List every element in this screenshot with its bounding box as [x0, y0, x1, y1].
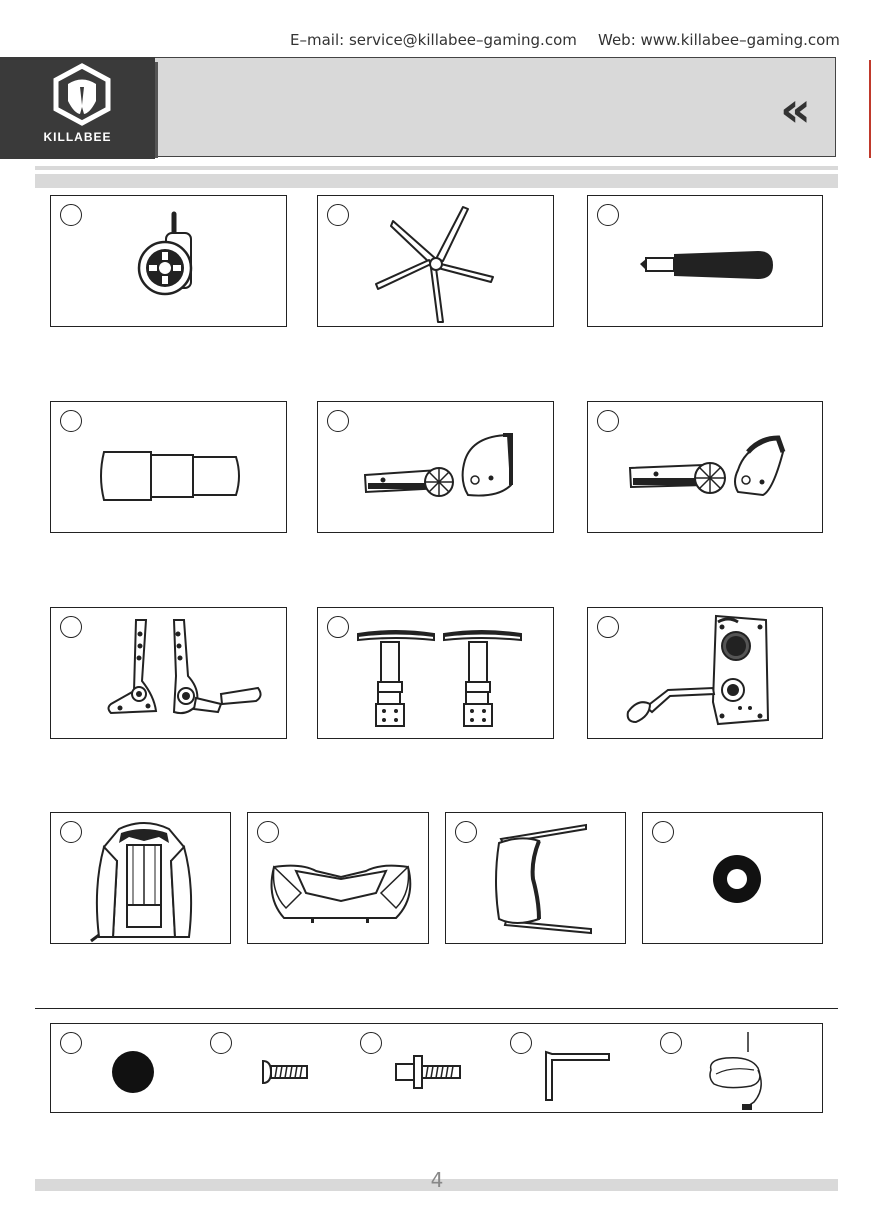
star-base-icon	[373, 204, 503, 324]
section-divider	[35, 1008, 838, 1009]
seat-cushion-icon	[266, 853, 416, 928]
part-frame	[587, 195, 823, 327]
divider-strip-thin	[35, 166, 838, 170]
part-frame	[587, 401, 823, 533]
allen-key-icon	[543, 1048, 613, 1104]
shoulder-bolt-icon	[394, 1054, 464, 1090]
part-number-circle	[257, 821, 279, 843]
part-frame	[317, 401, 554, 533]
gas-lift-icon	[638, 246, 778, 286]
part-number-circle	[597, 410, 619, 432]
part-frame	[50, 195, 287, 327]
part-number-circle	[660, 1032, 682, 1054]
backrest-icon	[89, 817, 199, 943]
part-number-circle	[60, 204, 82, 226]
lumbar-pillow-icon	[491, 821, 601, 939]
part-frame	[50, 401, 287, 533]
page-number: 4	[430, 1168, 444, 1192]
caster-wheel-icon	[136, 211, 206, 301]
part-number-circle	[60, 616, 82, 638]
part-number-circle	[327, 410, 349, 432]
part-number-circle	[597, 204, 619, 226]
header-bar	[150, 57, 836, 157]
part-frame	[50, 812, 231, 944]
part-frame	[642, 812, 823, 944]
part-number-circle	[360, 1032, 382, 1054]
part-number-circle	[455, 821, 477, 843]
part-frame	[445, 812, 626, 944]
part-number-circle	[327, 204, 349, 226]
gloves-icon	[706, 1030, 771, 1112]
chevron-left-icon: «	[780, 82, 812, 138]
part-frame	[247, 812, 429, 944]
hardware-frame	[50, 1023, 823, 1113]
part-frame	[587, 607, 823, 739]
left-backrest-bracket-icon	[363, 430, 523, 505]
side-brackets-icon	[106, 616, 266, 726]
edge-accent	[869, 60, 871, 158]
email-text: E–mail: service@killabee–gaming.com	[290, 31, 577, 49]
divider-strip	[35, 174, 838, 188]
seat-mechanism-icon	[618, 612, 818, 732]
armrests-icon	[356, 626, 526, 736]
part-number-circle	[510, 1032, 532, 1054]
part-number-circle	[60, 410, 82, 432]
cap-icon	[111, 1050, 155, 1094]
washer-icon	[711, 853, 763, 905]
part-number-circle	[327, 616, 349, 638]
website-text: Web: www.killabee–gaming.com	[598, 31, 840, 49]
brand-name: KILLABEE	[43, 130, 112, 144]
part-number-circle	[60, 1032, 82, 1054]
gas-lift-cover-icon	[96, 447, 246, 507]
part-number-circle	[597, 616, 619, 638]
part-frame	[317, 195, 554, 327]
part-frame	[317, 607, 554, 739]
right-backrest-bracket-icon	[628, 430, 788, 505]
part-number-circle	[210, 1032, 232, 1054]
part-number-circle	[652, 821, 674, 843]
part-frame	[50, 607, 287, 739]
part-number-circle	[60, 821, 82, 843]
bolt-icon	[261, 1059, 311, 1085]
